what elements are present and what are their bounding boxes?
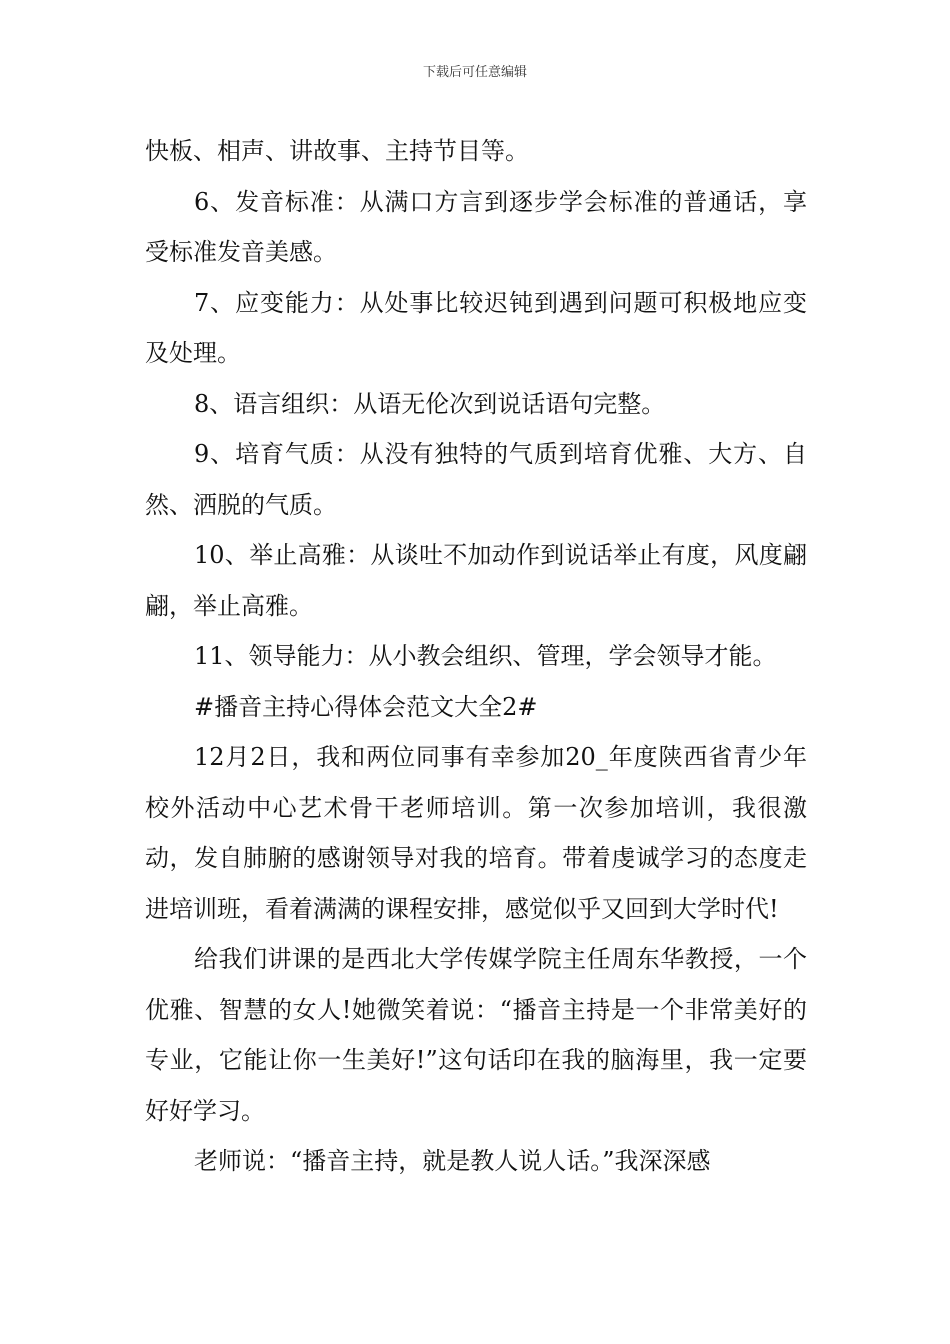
document-body (145, 126, 807, 1187)
paragraph-3: 7、应变能力：从处事比较迟钝到遇到问题可积极地应变及处理。 (145, 288, 807, 367)
paragraph-5: 9、培育气质：从没有独特的气质到培育优雅、大方、自然、洒脱的气质。 (145, 440, 807, 519)
section-heading: #播音主持心得体会范文大全2# (194, 692, 538, 721)
paragraph-11: 老师说：“播音主持，就是教人说人话。”我深深感 (194, 1147, 711, 1175)
paragraph-10: 给我们讲课的是西北大学传媒学院主任周东华教授，一个优雅、智慧的女人!她微笑着说：“播音主持是一个非常美好的专业，它能让你一生美好!”这句话印在我的脑海里，我一定要好好学习。 (145, 945, 807, 1125)
page-header: 下载后可任意编辑 (422, 65, 527, 80)
paragraph-6: 10、举止高雅：从谈吐不加动作到说话举止有度，风度翩翩，举止高雅。 (145, 541, 807, 620)
paragraph-1: 快板、相声、讲故事、主持节目等。 (145, 137, 529, 165)
paragraph-7: 11、领导能力：从小教会组织、管理，学会领导才能。 (194, 642, 777, 670)
paragraph-4: 8、语言组织：从语无伦次到说话语句完整。 (194, 389, 666, 418)
paragraph-2: 6、发音标准：从满口方言到逐步学会标准的普通话，享受标准发音美感。 (145, 187, 807, 266)
paragraph-9: 12月2日，我和两位同事有幸参加20_年度陕西省青少年校外活动中心艺术骨干老师培训。第一次参加培训，我很激动，发自肺腑的感谢领导对我的培育。带着虔诚学习的态度走进培训班，看着满满的课程安排，感觉似乎又回到大学时代! (145, 743, 807, 923)
